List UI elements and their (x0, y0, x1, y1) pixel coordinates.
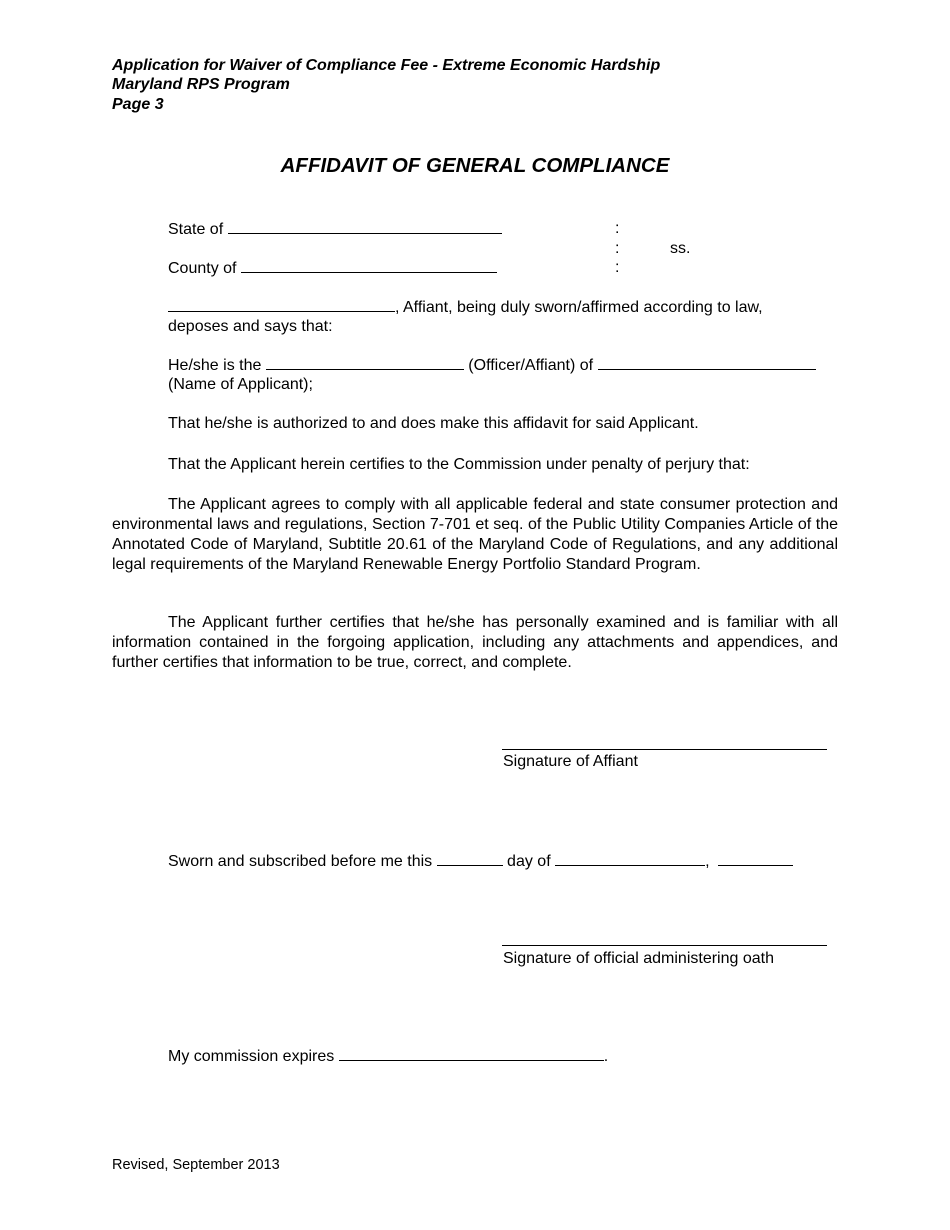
sworn-comma: , (705, 853, 710, 870)
officer-row (168, 355, 816, 376)
compliance-paragraph-text: The Applicant agrees to comply with all applicable federal and state consumer protection and environmental laws and regulations, Section 7-701 et seq. of the Public Utility Companies Article of the Annotated Code of Maryland, Subtitle 20.61 of the Maryland Code of Regulations, and any additional legal requirements of the Maryland Renewable Energy Portfolio Standard Program. (112, 496, 838, 573)
document-title: AFFIDAVIT OF GENERAL COMPLIANCE (280, 154, 670, 177)
state-of-row (168, 219, 502, 240)
sworn-row (168, 851, 793, 872)
sworn-year-field[interactable] (718, 851, 793, 866)
commission-label: My commission expires (168, 1048, 335, 1065)
certification-paragraph (112, 613, 838, 673)
affiant-name-field[interactable] (168, 297, 395, 312)
applicant-name-field[interactable] (598, 355, 816, 370)
county-field[interactable] (241, 258, 497, 273)
certification-paragraph-text: The Applicant further certifies that he/she has personally examined and is familiar with all information contained in the forgoing application, including any attachments and appendices, and further certifies that information to be true, correct, and complete. (112, 614, 838, 671)
officer-prefix: He/she is the (168, 357, 262, 374)
officer-middle: (Officer/Affiant) of (468, 357, 594, 374)
ss-label: ss. (670, 240, 691, 257)
venue-colon-1: : (615, 220, 620, 237)
header-line-1: Application for Waiver of Compliance Fee - Extreme Economic Hardship (112, 57, 661, 74)
sworn-prefix: Sworn and subscribed before me this (168, 853, 433, 870)
compliance-paragraph (112, 495, 838, 575)
sworn-day-field[interactable] (437, 851, 503, 866)
affiant-signature-line[interactable] (502, 749, 827, 750)
county-of-row (168, 258, 497, 279)
state-of-label: State of (168, 221, 224, 238)
state-field[interactable] (228, 219, 502, 234)
header-line-2: Maryland RPS Program (112, 76, 290, 93)
venue-colon-2: : (615, 240, 620, 257)
header-page-number: Page 3 (112, 96, 164, 113)
officer-title-field[interactable] (266, 355, 464, 370)
sworn-day-of: day of (507, 853, 551, 870)
authorized-statement: That he/she is authorized to and does make this affidavit for said Applicant. (168, 415, 699, 432)
sworn-month-field[interactable] (555, 851, 705, 866)
county-of-label: County of (168, 260, 237, 277)
venue-colon-3: : (615, 259, 620, 276)
official-signature-line[interactable] (502, 945, 827, 946)
name-of-applicant-label: (Name of Applicant); (168, 376, 313, 393)
certifies-statement: That the Applicant herein certifies to the Commission under penalty of perjury that: (168, 456, 750, 473)
commission-period: . (603, 1048, 609, 1065)
commission-expires-field[interactable] (339, 1046, 604, 1061)
commission-row (168, 1046, 608, 1067)
affiant-row (168, 297, 763, 318)
official-signature-label: Signature of official administering oath (503, 950, 774, 967)
affiant-signature-label: Signature of Affiant (503, 753, 638, 770)
affiant-deposes: deposes and says that: (168, 318, 333, 335)
footer-revised: Revised, September 2013 (112, 1157, 280, 1173)
affiant-text: , Affiant, being duly sworn/affirmed according to law, (395, 299, 763, 316)
